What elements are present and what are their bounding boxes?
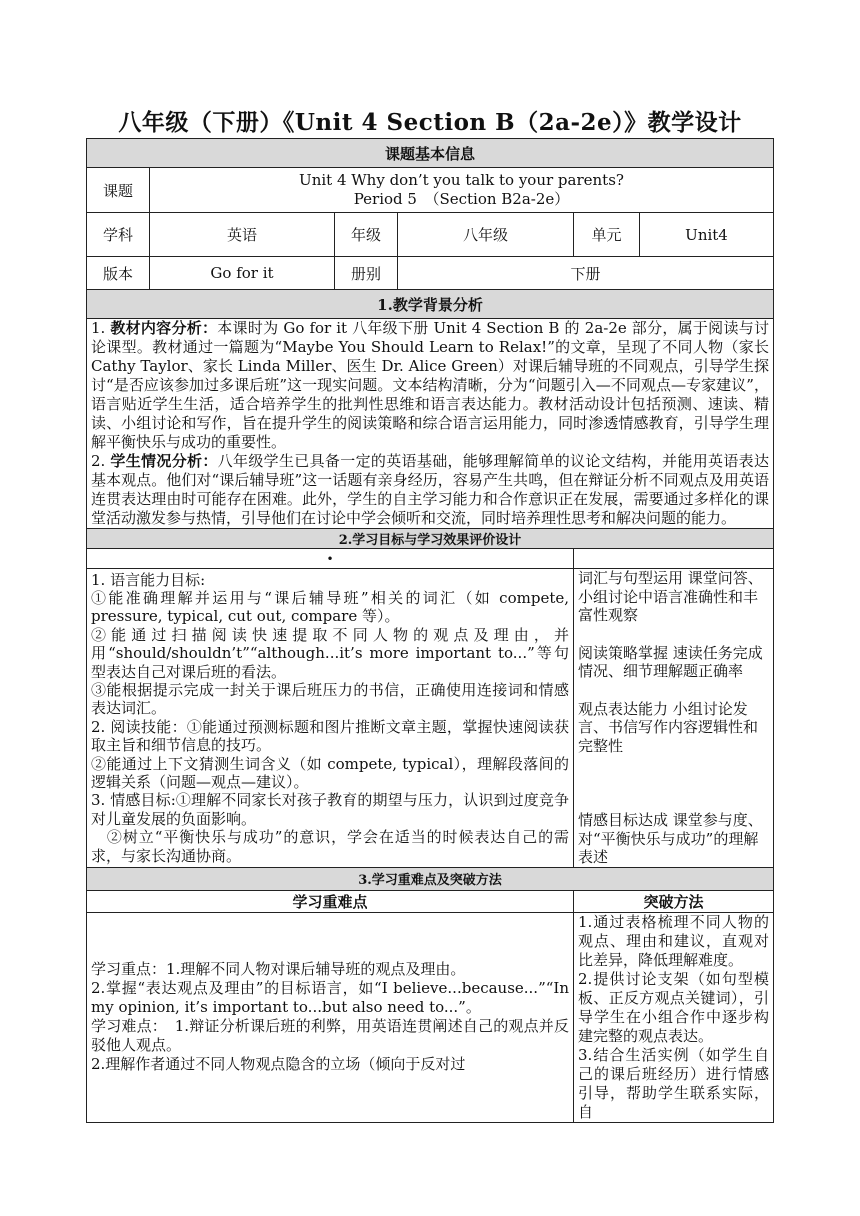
student-analysis-paragraph	[91, 452, 769, 528]
evaluation-item: 观点表达能力 小组讨论发言、书信写作内容逻辑性和完整性	[578, 699, 759, 755]
info-row	[87, 213, 774, 257]
section3-colhead-row	[87, 890, 774, 912]
learning-goals	[87, 569, 574, 868]
section3-heading-row	[87, 867, 774, 890]
volume-label: 册别	[335, 257, 398, 290]
section2-body-row	[87, 569, 774, 868]
section2-heading-row	[87, 529, 774, 549]
subject-label: 学科	[87, 213, 150, 257]
basic-info-header: 课题基本信息	[87, 139, 774, 168]
breakthrough-methods	[574, 912, 774, 1122]
key-point-line: 学习难点： 1.辩证分析课后班的利弊，用英语连贯阐述自己的观点并反驳他人观点。	[91, 1017, 569, 1054]
paragraph-lead: 教材内容分析：	[110, 319, 218, 337]
document-title: 八年级（下册）《Unit 4 Section B（2a-2e）》教学设计	[118, 109, 742, 136]
evaluation-item: 情感目标达成 课堂参与度、对“平衡快乐与成功”的理解表述	[578, 811, 763, 866]
method-line: 1.通过表格梳理不同人物的观点、理由和建议，直观对比差异，降低理解难度。	[578, 912, 770, 969]
key-point-line: 2.掌握“表达观点及理由”的目标语言，如“I believe...because...”“In my opinion, it’s important to...but also need to...”。	[91, 979, 569, 1016]
section2-subheader-row	[87, 549, 774, 569]
paragraph-number: 1.	[91, 319, 111, 337]
paragraph-lead: 学生情况分析：	[110, 452, 218, 470]
course-value	[150, 168, 774, 213]
section3-body-row	[87, 912, 774, 1122]
goal-line: ③能根据提示完成一封关于课后班压力的书信，正确使用连接词和情感表达词汇。	[91, 680, 569, 718]
basic-info-header-row	[87, 139, 774, 168]
version-row	[87, 257, 774, 290]
paragraph-number: 2.	[91, 452, 111, 470]
goal-line: 2. 阅读技能：①能通过预测标题和图片推断文章主题，掌握快速阅读获取主旨和细节信息的技巧。	[91, 717, 569, 755]
background-analysis	[87, 319, 774, 529]
grade-value: 八年级	[398, 213, 574, 257]
goal-line: ②能通过扫描阅读快速提取不同人物的观点及理由，并用“should/shouldn’t”“although...it’s more important to...”等句型表达自己对课后班的看法。	[91, 625, 569, 681]
course-period-line: Period 5 （Section B2a-2e）	[353, 190, 570, 208]
subject-value: 英语	[150, 213, 335, 257]
volume-value: 下册	[398, 257, 774, 290]
method-line: 2.提供讨论支架（如句型模板、正反方观点关键词），引导学生在小组合作中逐步构建完整的观点表达。	[578, 969, 770, 1045]
grade-label: 年级	[335, 213, 398, 257]
method-line: 3.结合生活实例（如学生自己的课后班经历）进行情感引导，帮助学生联系实际，自	[578, 1045, 770, 1121]
evaluation-item: 阅读策略掌握 速读任务完成情况、细节理解题正确率	[578, 643, 763, 680]
textbook-analysis-paragraph	[91, 319, 769, 452]
section1-heading-row	[87, 290, 774, 319]
evaluation-item: 词汇与句型运用 课堂问答、小组讨论中语言准确性和丰富性观察	[578, 569, 763, 624]
paragraph-body: 本课时为 Go for it 八年级下册 Unit 4 Section B 的 2a-2e 部分，属于阅读与讨论课型。教材通过一篇题为“Maybe You Should Learn to Relax!”的文章，呈现了不同人物（家长 Cathy Taylor、家长 Linda Miller、医生 Dr. Alice Green）对课后辅导班的不同观点，引导学生探讨“是否应该参加过多课后班”这一现实问题。文本结构清晰，分为“问题引入—不同观点—专家建议”，语言贴近学生生活，适合培养学生的批判性思维和语言表达能力。教材活动设计包括预测、速读、精读、小组讨论和写作，旨在提升学生的阅读策略和综合语言运用能力，同时渗透情感教育，引导学生理解平衡快乐与成功的重要性。	[91, 319, 770, 451]
goal-line: 1. 语言能力目标:	[91, 570, 206, 589]
unit-value: Unit4	[640, 213, 774, 257]
goal-line: ①能准确理解并运用与“课后辅导班”相关的词汇（如 compete, pressure, typical, cut out, compare 等）。	[91, 588, 569, 626]
section2-heading: 2.学习目标与学习效果评价设计	[87, 529, 774, 549]
unit-label: 单元	[574, 213, 640, 257]
version-label: 版本	[87, 257, 150, 290]
goal-line: 3. 情感目标:①理解不同家长对孩子教育的期望与压力，认识到过度竞争对儿童发展的负面影响。	[91, 791, 569, 828]
key-points-header: 学习重难点	[87, 890, 574, 912]
key-point-line: 学习重点：1.理解不同人物对课后辅导班的观点及理由。	[91, 960, 466, 978]
key-difficult-points	[87, 912, 574, 1122]
goal-line: ②树立“平衡快乐与成功”的意识，学会在适当的时候表达自己的需求，与家长沟通协商。	[91, 828, 569, 865]
methods-header: 突破方法	[574, 890, 774, 912]
section1-body-row	[87, 319, 774, 529]
section3-heading: 3.学习重难点及突破方法	[87, 867, 774, 890]
key-point-line: 2.理解作者通过不同人物观点隐含的立场（倾向于反对过	[91, 1055, 466, 1073]
course-row	[87, 168, 774, 213]
course-label: 课题	[87, 168, 150, 213]
version-value: Go for it	[150, 257, 335, 290]
course-title-line: Unit 4 Why don’t you talk to your parents?	[299, 171, 624, 189]
bullet-marker: •	[87, 549, 574, 569]
section1-heading: 1.教学背景分析	[87, 290, 774, 319]
paragraph-body: 八年级学生已具备一定的英语基础，能够理解简单的议论文结构，并能用英语表达基本观点。他们对“课后辅导班”这一话题有亲身经历，容易产生共鸣，但在辩证分析不同观点及用英语连贯表达理由时可能存在困难。此外，学生的自主学习能力和合作意识正在发展，需要通过多样化的课堂活动激发参与热情，引导他们在讨论中学会倾听和交流，同时培养理性思考和解决问题的能力。	[91, 452, 770, 527]
evaluation-design	[574, 569, 774, 868]
lesson-plan-table	[86, 138, 774, 1123]
goal-line: ②能通过上下文猜测生词含义（如 compete, typical），理解段落间的逻辑关系（问题—观点—建议）。	[91, 754, 569, 791]
empty-cell	[574, 549, 774, 569]
